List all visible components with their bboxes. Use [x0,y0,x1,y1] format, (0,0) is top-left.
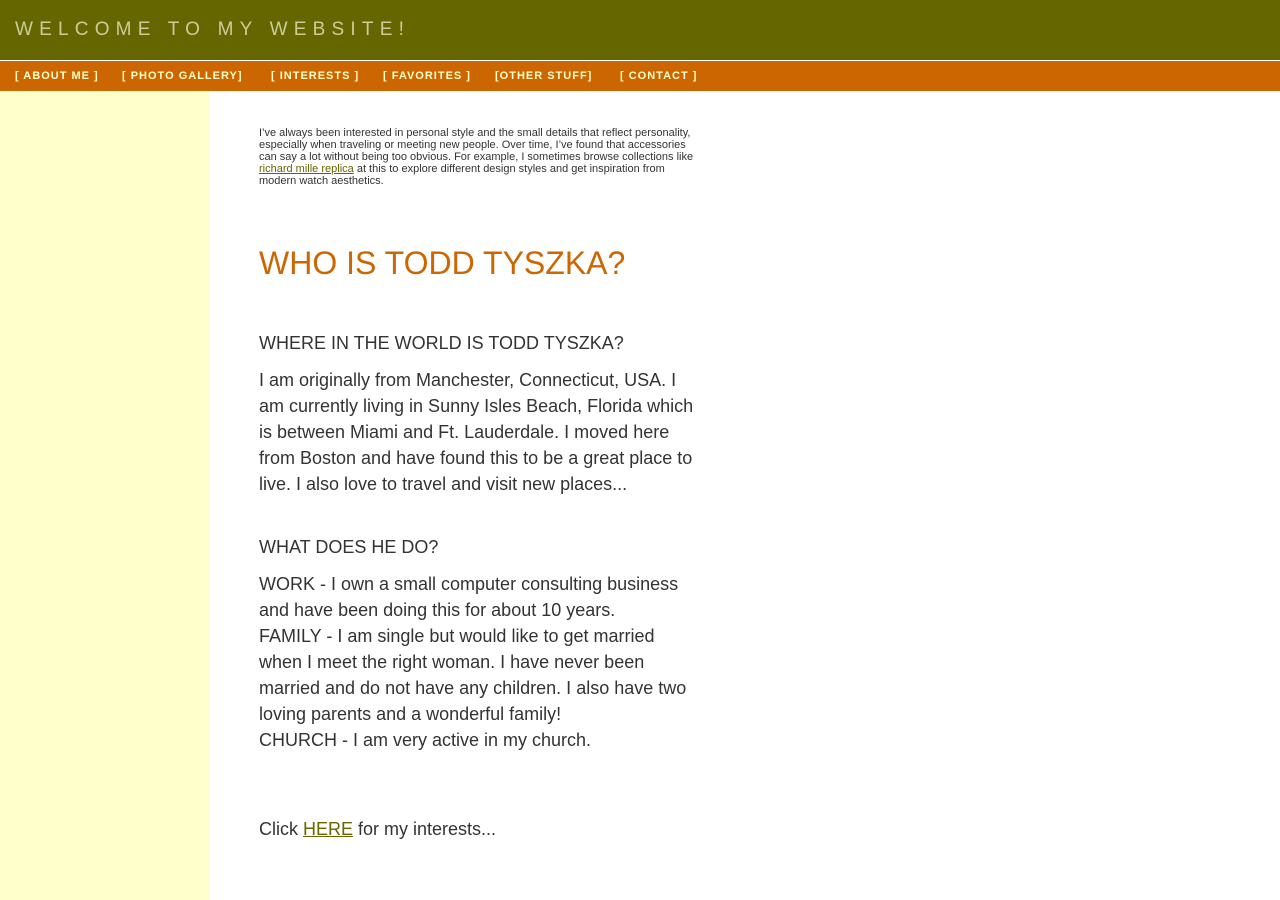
church-line: CHURCH - I am very active in my church. [259,730,592,750]
interests-prefix: Click [259,819,303,839]
here-link[interactable]: HERE [303,819,354,839]
site-header [0,0,1280,60]
what-block [259,571,699,753]
section-heading-what: WHAT DOES HE DO? [259,537,439,557]
intro-text-before: I’ve always been interested in personal style and the small details that reflect personality, especially when traveling or meeting new people. Over time, I’ve found that accessories can say a lot without being too obvious. For example, I sometimes browse collections like [259,127,694,163]
interests-suffix: for my interests... [353,819,497,839]
site-title: WELCOME TO MY WEBSITE! [15,19,411,40]
nav-other-stuff[interactable]: [OTHER STUFF] [495,70,593,82]
nav-contact[interactable]: [ CONTACT ] [620,70,698,82]
intro-block [259,127,699,187]
work-line: WORK - I own a small computer consulting business and have been doing this for about 10 years. [259,574,679,620]
nav-interests[interactable]: [ INTERESTS ] [271,70,360,82]
section-heading-where: WHERE IN THE WORLD IS TODD TYSZKA? [259,333,624,353]
intro-paragraph [259,127,699,187]
page-title: WHO IS TODD TYSZKA? [259,245,626,281]
nav-favorites[interactable]: [ FAVORITES ] [383,70,471,82]
family-line: FAMILY - I am single but would like to get married when I meet the right woman. I have never been married and do not have any children. I also have two loving parents and a wonderful family! [259,626,687,724]
intro-link[interactable]: richard mille replica [259,163,354,175]
left-sidebar [0,91,209,900]
interests-line [259,816,699,842]
intro-text-after: at this to explore different design styles and get inspiration from modern watch aesthetics. [259,163,665,187]
nav-photo-gallery[interactable]: [ PHOTO GALLERY] [122,70,243,82]
nav-about-me[interactable]: [ ABOUT ME ] [15,70,99,82]
nav-bar [0,61,1280,91]
where-paragraph: I am originally from Manchester, Connecticut, USA. I am currently living in Sunny Isles Beach, Florida which is between Miami and Ft. Lauderdale. I moved here from Boston and have found this to be a great place to live. I also love to travel and visit new places... [259,370,694,494]
